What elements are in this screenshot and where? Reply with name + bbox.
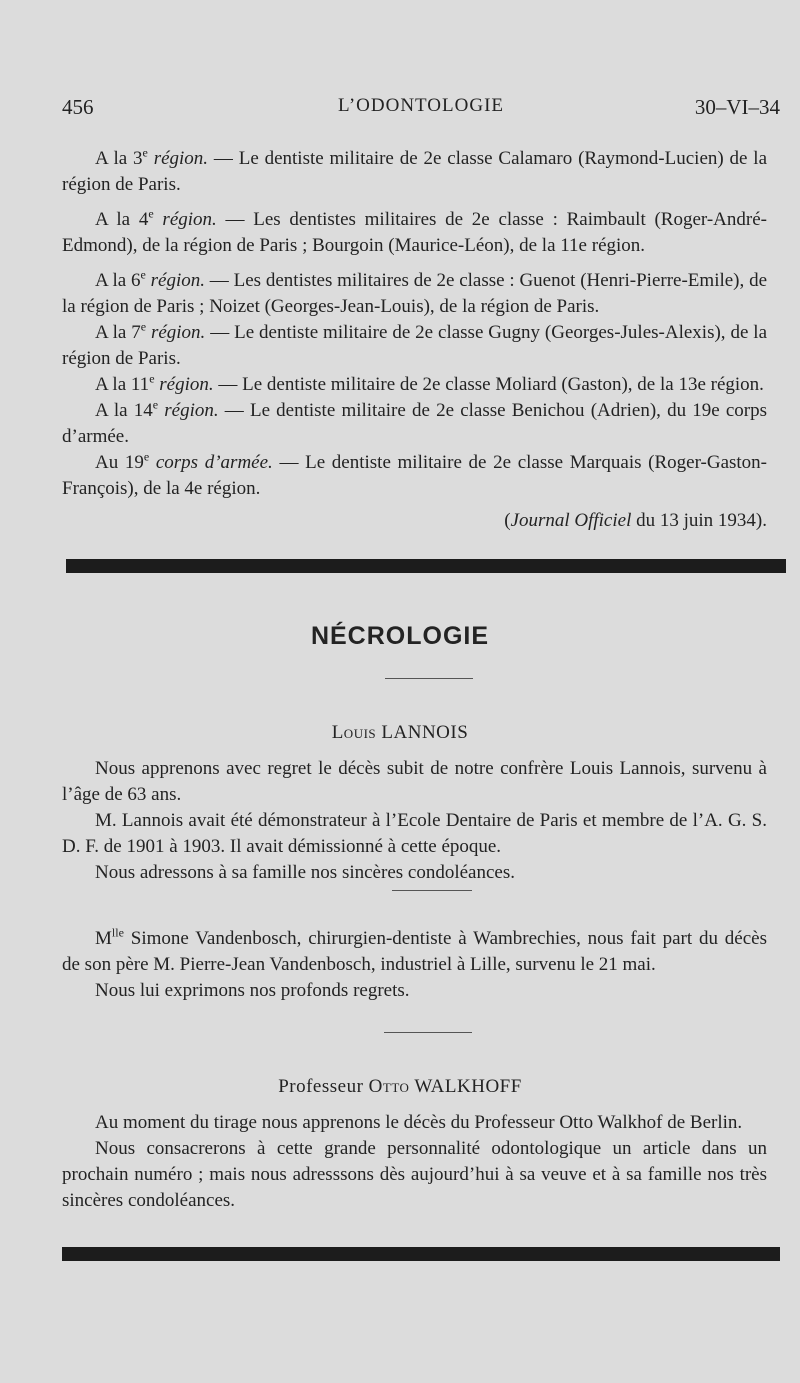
running-header — [62, 95, 780, 125]
obituary-name: Louis LANNOIS — [331, 722, 469, 743]
obituary-paragraph: Nous apprenons avec regret le décès subit de notre confrère Louis Lannois, survenu à l’âge de 63 ans. — [62, 758, 767, 805]
promotions-list — [62, 146, 767, 534]
obituary-lannois — [62, 756, 767, 886]
obituary-paragraph: Nous consacrerons à cette grande personnalité odontologique un article dans un prochain numéro ; mais nous adresssons dès aujourd’hui à sa veuve et à sa famille nos très sincères condoléances. — [62, 1138, 767, 1211]
obituary-walkhoff — [62, 1110, 767, 1214]
separator-rule — [385, 678, 473, 679]
promotion-paragraph: A la 6e région. — Les dentistes militaires de 2e classe : Guenot (Henri-Pierre-Emile), de la région de Paris ; Noizet (Georges-Jean-Louis), de la région de Paris. — [62, 267, 767, 317]
obituary-paragraph: Au moment du tirage nous apprenons le décès du Professeur Otto Walkhof de Berlin. — [95, 1112, 743, 1133]
promotion-paragraph: Au 19e corps d’armée. — Le dentiste militaire de 2e classe Marquais (Roger-Gaston-François), de la 4e région. — [62, 449, 768, 499]
section-divider-bar — [66, 559, 786, 573]
separator-rule — [392, 890, 472, 891]
obituary-paragraph: Nous lui exprimons nos profonds regrets. — [95, 980, 410, 1001]
issue-date: 30–VI–34 — [694, 95, 780, 119]
obituary-paragraph: Nous adressons à sa famille nos sincères condoléances. — [95, 862, 515, 883]
obituary-vandenbosch — [62, 926, 767, 1004]
source-citation: (Journal Officiel du 13 juin 1934). — [504, 510, 767, 531]
obituary-paragraph: M. Lannois avait été démonstrateur à l’Ecole Dentaire de Paris et membre de l’A. G. S. D. F. de 1901 à 1903. Il avait démissionné à cette époque. — [62, 810, 767, 857]
obituary-name: Professeur Otto WALKHOFF — [278, 1076, 522, 1097]
promotion-paragraph: A la 4e région. — Les dentistes militaires de 2e classe : Raimbault (Roger-André-Edmond), de la région de Paris ; Bourgoin (Maurice-Léon), de la 11e région. — [62, 206, 767, 256]
promotion-paragraph: A la 14e région. — Le dentiste militaire de 2e classe Benichou (Adrien), du 19e corps d’armée. — [62, 397, 768, 447]
separator-rule — [384, 1032, 472, 1033]
section-title: NÉCROLOGIE — [310, 622, 490, 650]
promotion-paragraph: A la 3e région. — Le dentiste militaire de 2e classe Calamaro (Raymond-Lucien) de la région de Paris. — [62, 145, 768, 195]
obituary-paragraph: $M^{lle}$ Simone Vandenbosch, chirurgien-dentiste à Wambrechies, nous fait part du décès de son père M. Pierre-Jean Vandenbosch, industriel à Lille, survenu le 21 mai. — [62, 925, 767, 975]
promotion-paragraph: A la 11e région. — Le dentiste militaire de 2e classe Moliard (Gaston), de la 13e région. — [95, 371, 764, 395]
bottom-divider-bar — [62, 1247, 780, 1261]
promotion-paragraph: A la 7e région. — Le dentiste militaire de 2e classe Gugny (Georges-Jules-Alexis), de la région de Paris. — [62, 319, 767, 369]
page-number: 456 — [62, 95, 94, 119]
journal-title: L’ODONTOLOGIE — [337, 95, 505, 116]
